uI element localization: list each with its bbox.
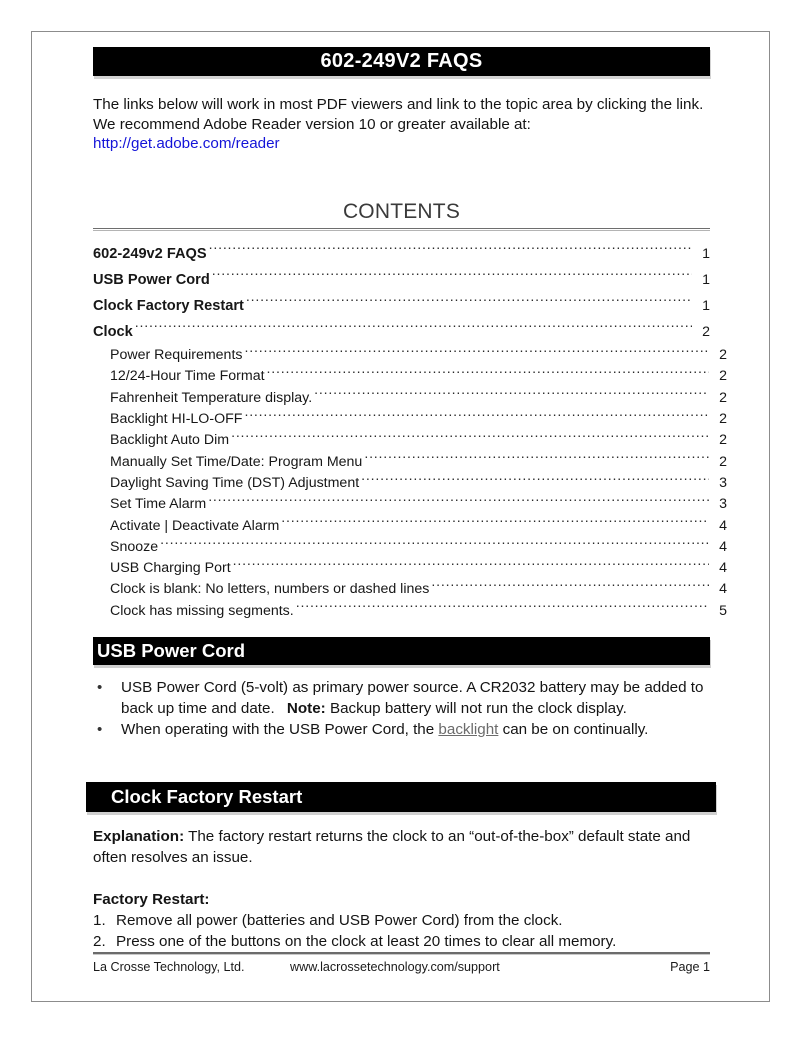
- toc-entry[interactable]: [93, 537, 727, 558]
- toc-leader-dots: [267, 366, 709, 380]
- toc-entry-label: Clock: [93, 324, 133, 340]
- toc-entry-label: Power Requirements: [110, 347, 243, 364]
- intro-paragraph: [93, 95, 713, 154]
- toc-entry-label: USB Charging Port: [110, 560, 231, 577]
- section-banner-clock-factory-restart: [86, 782, 716, 812]
- factory-restart-steps: [93, 910, 713, 952]
- toc-entry-page: 4: [719, 560, 727, 577]
- step-text: Press one of the buttons on the clock at least 20 times to clear all memory.: [116, 933, 617, 950]
- usb-bullet1-line2: to back up time and date.: [121, 679, 704, 717]
- toc-leader-dots: [246, 295, 692, 310]
- toc-entry-page: 1: [702, 298, 710, 314]
- toc-leader-dots: [244, 409, 709, 423]
- toc-entry[interactable]: [93, 473, 727, 494]
- toc-entry-page: 2: [719, 411, 727, 428]
- document-title-banner: [93, 47, 710, 76]
- page-title: 602-249V2 FAQS: [320, 50, 483, 72]
- toc-leader-dots: [364, 451, 709, 465]
- toc-entry[interactable]: [93, 388, 727, 409]
- usb-bullet2-post: can be on continually.: [498, 721, 649, 738]
- toc-entry-label: Clock is blank: No letters, numbers or dashed lines: [110, 581, 430, 598]
- toc-entry[interactable]: [93, 366, 727, 387]
- list-item: [93, 719, 713, 740]
- toc-entry-page: 3: [719, 496, 727, 513]
- bullet-icon: •: [97, 679, 103, 696]
- toc-entry[interactable]: [93, 558, 727, 579]
- toc-entry-label: USB Power Cord: [93, 272, 210, 288]
- toc-leader-dots: [361, 473, 709, 487]
- toc-entry[interactable]: [93, 409, 727, 430]
- toc-leader-dots: [314, 388, 709, 402]
- toc-entry[interactable]: [93, 319, 710, 345]
- step-text: Remove all power (batteries and USB Power Cord) from the clock.: [116, 912, 563, 929]
- toc-entry-page: 2: [719, 432, 727, 449]
- toc-entry-page: 2: [702, 324, 710, 340]
- footer-support-url: www.lacrossetechnology.com/support: [290, 960, 500, 974]
- list-item: [93, 910, 713, 931]
- toc-entry-label: Set Time Alarm: [110, 496, 207, 513]
- section-banner-usb-power-cord: [93, 637, 710, 665]
- section-heading-clock-factory-restart: Clock Factory Restart: [111, 786, 303, 807]
- toc-entry[interactable]: [93, 293, 710, 319]
- toc-entry-label: Clock Factory Restart: [93, 298, 244, 314]
- list-item: [93, 931, 713, 952]
- intro-line-2: link. We recommend Adobe Reader version 10 or greater available at:: [93, 96, 704, 133]
- footer-divider: [93, 952, 710, 955]
- toc-leader-dots: [296, 601, 709, 615]
- toc-entry-page: 2: [719, 368, 727, 385]
- note-text: Backup battery will not run the clock display.: [325, 700, 627, 717]
- bullet-icon: •: [97, 721, 103, 738]
- toc-entry-label: Fahrenheit Temperature display.: [110, 389, 313, 406]
- toc-entry-label: Backlight HI-LO-OFF: [110, 411, 243, 428]
- toc-leader-dots: [281, 515, 709, 529]
- toc-entry-page: 1: [702, 272, 710, 288]
- page-sheet: [31, 31, 770, 1002]
- toc-leader-dots: [209, 243, 692, 258]
- toc-entry[interactable]: [93, 451, 727, 472]
- toc-leader-dots: [160, 537, 709, 551]
- toc-entry-label: Backlight Auto Dim: [110, 432, 230, 449]
- toc-entry-page: 2: [719, 389, 727, 406]
- toc-entry[interactable]: [93, 345, 727, 366]
- toc-entry[interactable]: [93, 601, 727, 622]
- toc-leader-dots: [244, 345, 709, 359]
- toc-entry-page: 4: [719, 538, 727, 555]
- toc-entry-label: Activate | Deactivate Alarm: [110, 517, 280, 534]
- explanation-text: The factory restart returns the clock to an “out-of-the-box” default state and often resolves an issue.: [93, 828, 691, 866]
- toc-entry-label: 602-249v2 FAQS: [93, 246, 207, 262]
- toc-leader-dots: [233, 558, 709, 572]
- toc-entry-page: 2: [719, 453, 727, 470]
- section-heading-usb-power-cord: USB Power Cord: [97, 640, 246, 661]
- usb-power-cord-content: [93, 677, 713, 740]
- toc-leader-dots: [231, 430, 709, 444]
- toc-leader-dots: [135, 321, 692, 336]
- toc-entry[interactable]: [93, 494, 727, 515]
- usb-note: [279, 700, 627, 717]
- footer-company: La Crosse Technology, Ltd.: [93, 960, 245, 974]
- toc-leader-dots: [212, 269, 692, 284]
- toc-entry-page: 4: [719, 517, 727, 534]
- factory-restart-subheading: Factory Restart:: [93, 891, 210, 908]
- toc-entry-label: 12/24-Hour Time Format: [110, 368, 265, 385]
- list-item: [93, 677, 713, 719]
- toc-entry[interactable]: [93, 515, 727, 536]
- step-number: 2.: [93, 933, 106, 950]
- step-number: 1.: [93, 912, 106, 929]
- footer-page-number: Page 1: [670, 960, 710, 974]
- toc-leader-dots: [431, 579, 709, 593]
- clock-factory-restart-content: [93, 826, 713, 952]
- note-label: Note:: [286, 700, 326, 717]
- toc-entry-page: 3: [719, 474, 727, 491]
- toc-entry-page: 2: [719, 347, 727, 364]
- toc-entry-label: Clock has missing segments.: [110, 602, 294, 619]
- page-footer: [93, 960, 710, 980]
- explanation-paragraph: [93, 826, 713, 868]
- intro-line-1: The links below will work in most PDF viewers and link to the topic area by clicking the: [93, 96, 673, 113]
- toc-entry-page: 1: [702, 246, 710, 262]
- adobe-reader-link[interactable]: http://get.adobe.com/reader: [93, 135, 280, 152]
- toc-entry[interactable]: [93, 267, 710, 293]
- toc-entry-label: Snooze: [110, 538, 159, 555]
- contents-divider: [93, 228, 710, 231]
- toc-entry[interactable]: [93, 579, 727, 600]
- table-of-contents: [93, 241, 727, 622]
- toc-leader-dots: [208, 494, 709, 508]
- usb-bullet2-pre: When operating with the USB Power Cord, the: [121, 721, 439, 738]
- explanation-label: Explanation:: [93, 828, 185, 845]
- backlight-link[interactable]: backlight: [438, 721, 499, 738]
- toc-entry-label: Manually Set Time/Date: Program Menu: [110, 453, 363, 470]
- toc-entry[interactable]: [93, 430, 727, 451]
- toc-entry-page: 5: [719, 602, 727, 619]
- toc-entry-label: Daylight Saving Time (DST) Adjustment: [110, 474, 360, 491]
- contents-heading: CONTENTS: [342, 200, 461, 223]
- usb-bullet1-line1: USB Power Cord (5-volt) as primary power source. A CR2032 battery may be added: [121, 679, 687, 696]
- toc-entry-page: 4: [719, 581, 727, 598]
- toc-entry[interactable]: [93, 241, 710, 267]
